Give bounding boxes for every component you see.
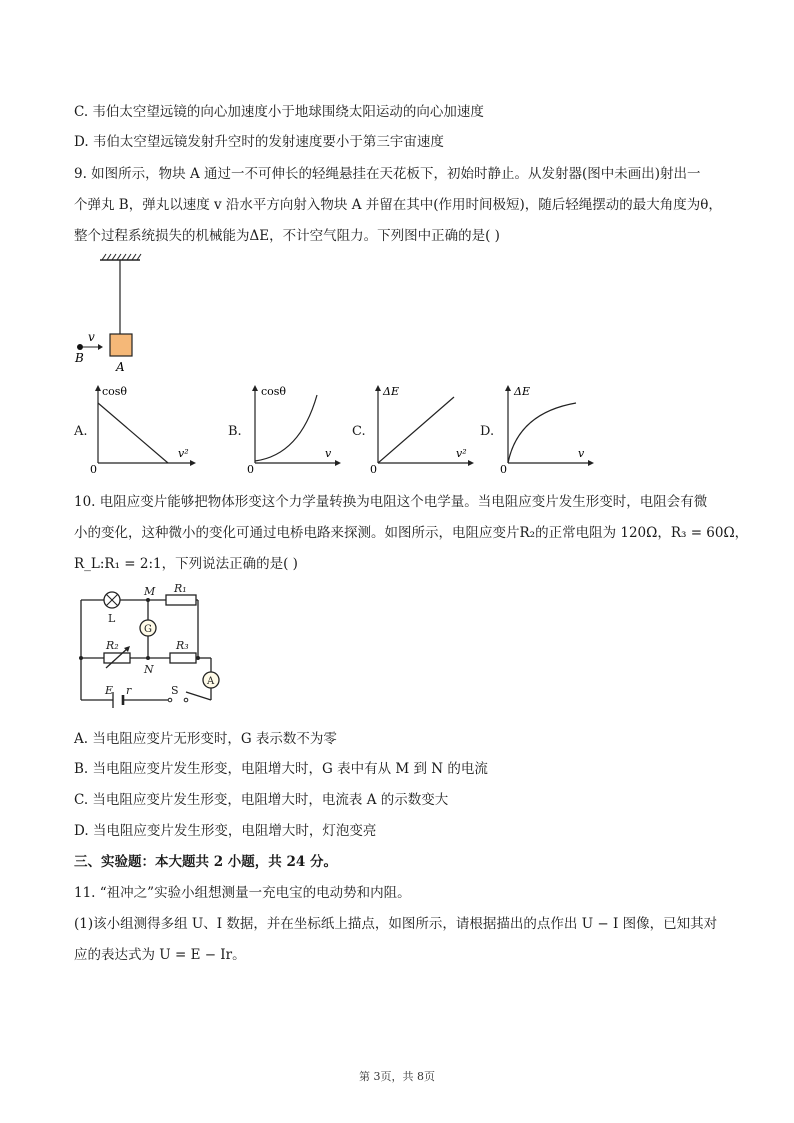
ylabel: cosθ xyxy=(261,385,287,398)
q9-option-a-graph xyxy=(88,383,198,473)
label-b: B xyxy=(75,351,84,365)
label-a: A xyxy=(116,360,125,374)
xlabel: v² xyxy=(456,447,467,460)
q9-option-b-letter: B. xyxy=(228,424,242,439)
xlabel: v xyxy=(578,447,585,460)
q9-option-d-graph xyxy=(498,383,598,473)
section-3-heading: 三、实验题：本大题共 2 小题，共 24 分。 xyxy=(74,854,337,870)
q10-option-a: A. 当电阻应变片无形变时，G 表示数不为零 xyxy=(74,731,337,747)
ylabel: ΔE xyxy=(514,385,530,398)
origin: 0 xyxy=(500,463,507,473)
label-r2: R₂ xyxy=(106,639,119,652)
q8-option-c: C. 韦伯太空望远镜的向心加速度小于地球围绕太阳运动的向心加速度 xyxy=(74,104,484,120)
q10-text-line-3: R_L:R₁ = 2:1，下列说法正确的是( ) xyxy=(74,556,298,572)
q10-option-c: C. 当电阻应变片发生形变，电阻增大时，电流表 A 的示数变大 xyxy=(74,792,449,808)
origin: 0 xyxy=(90,463,97,473)
q9-option-a-letter: A. xyxy=(74,424,88,439)
q11-part1-line-1: (1)该小组测得多组 U、I 数据，并在坐标纸上描点，如图所示，请根据描出的点作出 U − I 图像，已知其对 xyxy=(74,916,718,932)
xlabel: v² xyxy=(178,447,189,460)
q9-option-c-letter: C. xyxy=(352,424,366,439)
label-n: N xyxy=(144,663,154,676)
q9-option-d-letter: D. xyxy=(480,424,495,439)
origin: 0 xyxy=(247,463,254,473)
q9-pendulum-figure xyxy=(70,252,160,377)
label-l: L xyxy=(108,612,116,625)
label-e: E xyxy=(105,684,114,697)
q10-text-line-1: 10. 电阻应变片能够把物体形变这个力学量转换为电阻这个电学量。当电阻应变片发生形变时，电阻会有微 xyxy=(74,494,708,510)
pellet-b xyxy=(77,344,83,350)
q9-option-b-graph xyxy=(245,383,345,473)
q10-text-line-2: 小的变化，这种微小的变化可通过电桥电路来探测。如图所示，电阻应变片R₂的正常电阻为 120Ω，R₃ = 60Ω， xyxy=(74,525,749,541)
page-footer: 第 3页，共 8页 xyxy=(359,1070,435,1083)
label-ammeter: A xyxy=(207,676,215,687)
ylabel: ΔE xyxy=(383,385,399,398)
q10-option-b: B. 当电阻应变片发生形变，电阻增大时，G 表中有从 M 到 N 的电流 xyxy=(74,761,488,777)
q8-option-d: D. 韦伯太空望远镜发射升空时的发射速度要小于第三宇宙速度 xyxy=(74,134,444,150)
ylabel: cosθ xyxy=(102,385,128,398)
q9-text-line-1: 9. 如图所示，物块 A 通过一不可伸长的轻绳悬挂在天花板下，初始时静止。从发射器(图中未画出)射出一 xyxy=(74,166,701,182)
label-r3: R₃ xyxy=(176,639,189,652)
label-v: v xyxy=(88,330,95,344)
label-r: r xyxy=(126,684,132,697)
origin: 0 xyxy=(370,463,377,473)
q11-part1-line-2: 应的表达式为 U = E − Ir。 xyxy=(74,947,246,963)
block-a xyxy=(110,334,132,356)
label-m: M xyxy=(144,585,156,598)
xlabel: v xyxy=(325,447,332,460)
q9-option-c-graph xyxy=(368,383,478,473)
q9-text-line-2: 个弹丸 B，弹丸以速度 v 沿水平方向射入物块 A 并留在其中(作用时间极短)，随后轻绳摆动的最大角度为θ， xyxy=(74,197,722,213)
label-g: G xyxy=(144,624,152,635)
q9-text-line-3: 整个过程系统损失的机械能为ΔE，不计空气阻力。下列图中正确的是( ) xyxy=(74,228,500,244)
q10-bridge-circuit xyxy=(68,582,238,712)
q11-text: 11. “祖冲之”实验小组想测量一充电宝的电动势和内阻。 xyxy=(74,885,411,901)
label-s: S xyxy=(171,684,179,697)
q10-option-d: D. 当电阻应变片发生形变，电阻增大时，灯泡变亮 xyxy=(74,823,377,839)
label-r1: R₁ xyxy=(174,582,187,595)
